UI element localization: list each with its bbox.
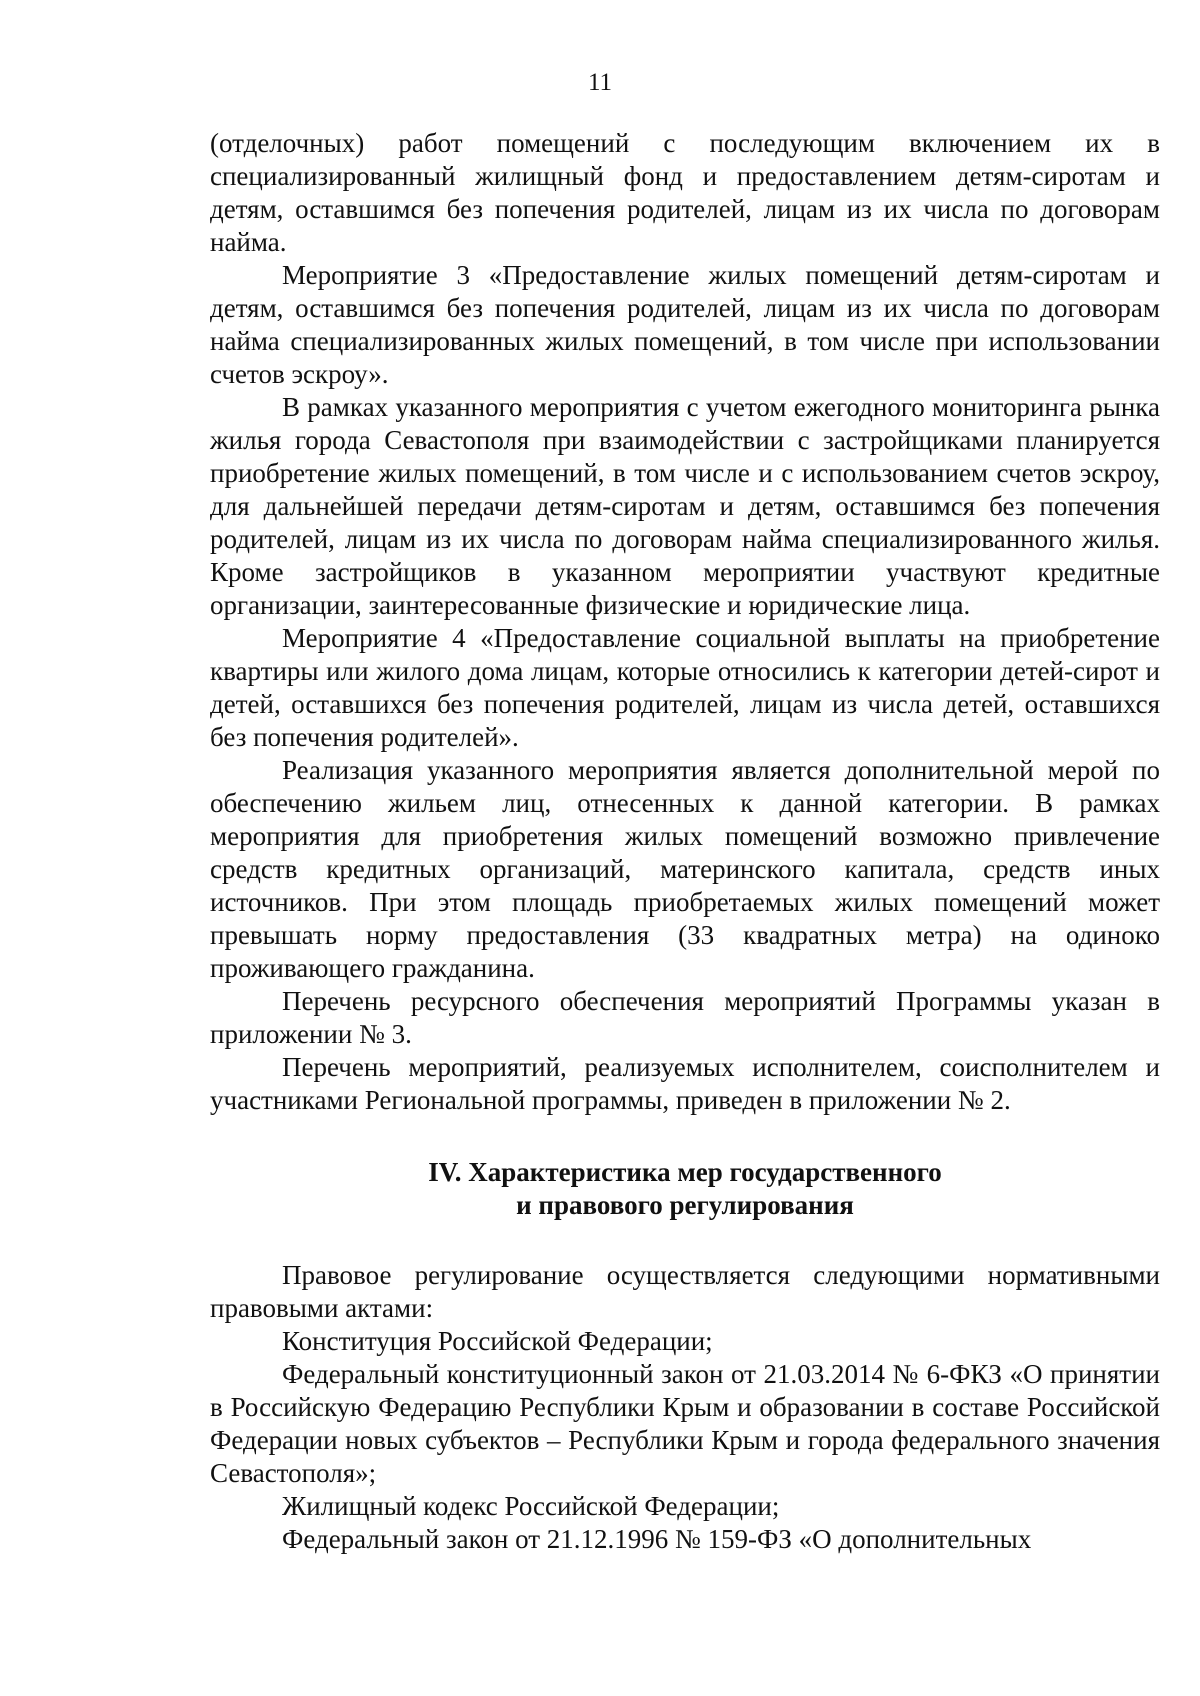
paragraph: Перечень мероприятий, реализуемых исполнителем, соисполнителем и участниками Региональной программы, приведен в приложении № 2. [210, 1052, 1160, 1115]
paragraph: Реализация указанного мероприятия является дополнительной мерой по обеспечению жильем лиц, отнесенных к данной категории. В рамках мероприятия для приобретения жилых помещений возможно привлечение средств кредитных организаций, материнского капитала, средств иных источников. При этом площадь приобретаемых жилых помещений может превышать норму предоставления (33 квадратных метра) на одиноко проживающего гражданина. [210, 755, 1160, 983]
paragraph: (отделочных) работ помещений с последующим включением их в специализированный жилищный фонд и предоставлением детям-сиротам и детям, оставшимся без попечения родителей, лицам из их числа по договорам найма. [210, 128, 1160, 257]
paragraph: Мероприятие 3 «Предоставление жилых помещений детям-сиротам и детям, оставшимся без попечения родителей, лицам из их числа по договорам найма специализированных жилых помещений, в том числе при использовании счетов эскроу». [210, 260, 1160, 389]
paragraph: Конституция Российской Федерации; [282, 1326, 713, 1356]
paragraphs-bottom [210, 1259, 1160, 1556]
section-heading-line: IV. Характеристика мер государственного [428, 1157, 942, 1187]
paragraphs-top [210, 127, 1160, 1117]
document-body [210, 127, 1160, 1556]
paragraph: Перечень ресурсного обеспечения мероприятий Программы указан в приложении № 3. [210, 986, 1160, 1049]
paragraph: Правовое регулирование осуществляется следующими нормативными правовыми актами: [210, 1260, 1160, 1323]
paragraph: Федеральный закон от 21.12.1996 № 159-ФЗ «О дополнительных [282, 1524, 1032, 1554]
paragraph: Жилищный кодекс Российской Федерации; [282, 1491, 780, 1521]
paragraph: Федеральный конституционный закон от 21.03.2014 № 6-ФКЗ «О принятии в Российскую Федерацию Республики Крым и образовании в составе Российской Федерации новых субъектов – Республики Крым и города федерального значения Севастополя»; [210, 1359, 1160, 1488]
paragraph: В рамках указанного мероприятия с учетом ежегодного мониторинга рынка жилья города Севастополя при взаимодействии с застройщиками планируется приобретение жилых помещений, в том числе и с использованием счетов эскроу, для дальнейшей передачи детям-сиротам и детям, оставшимся без попечения родителей, лицам из их числа по договорам найма специализированного жилья. Кроме застройщиков в указанном мероприятии участвуют кредитные организации, заинтересованные физические и юридические лица. [210, 392, 1160, 620]
section-heading [210, 1156, 1160, 1222]
section-heading-line: и правового регулирования [516, 1190, 854, 1220]
page-number: 11 [587, 69, 613, 96]
paragraph: Мероприятие 4 «Предоставление социальной выплаты на приобретение квартиры или жилого дома лицам, которые относились к категории детей-сирот и детей, оставшихся без попечения родителей, лицам из числа детей, оставшихся без попечения родителей». [210, 623, 1160, 752]
